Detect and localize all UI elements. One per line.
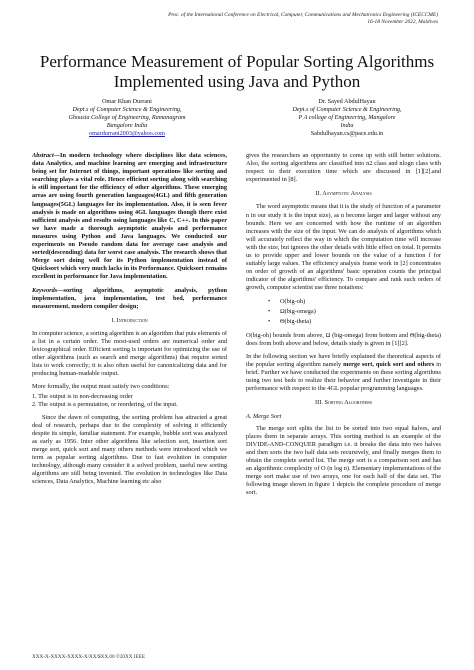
- author-dept: Dept.s of Computer Science & Engineering,: [72, 106, 182, 113]
- conference-header: [108, 12, 438, 26]
- section-heading-asymptotic-analysis: II. Asymptotic Analysis: [315, 190, 372, 198]
- abstract: [32, 152, 227, 282]
- asym-p3-bold: merge sort, quick sort and others: [343, 361, 435, 369]
- notation-item-big-omega: • Ω(big-omega): [280, 308, 441, 316]
- notation-list: [246, 298, 441, 326]
- copyright-footer: XXX-X-XXXX-XXXX-X/XX/$XX.00 ©20XX IEEE: [32, 654, 146, 660]
- left-column: [32, 152, 227, 492]
- notation-item-big-theta: • Θ(big-theta): [280, 318, 441, 326]
- notation-item-big-oh: • O(big-oh): [280, 298, 441, 306]
- section-heading-introduction: I. Introduction: [111, 316, 148, 324]
- intro-condition-2: 2. The output is a permutation, or reordering, of the input.: [32, 400, 178, 408]
- keywords: [32, 287, 227, 311]
- keywords-label: Keywords: [32, 286, 58, 294]
- asymptotic-paragraph-1: The word asymptotic means that it is the study of function of a parameter n in our study it is the input size), as n become larger and larger without any bounds. Here we are concerned with how the runtime of an algorithm increases with the size of the input. We can do analysis of algorithms which will accurately reflect the way in which the computation time will increase with the size, but ignores the other details with little effect on total. It permits us to provide upper and lower bounds on the value of a function f for suitably large values. The efficiency analysis frame work in [2] concentrates on order of growth of an algorithms' basic operation counts the principal indicator of the algorithms' efficiency. To compare and rank such orders of growth, computer scientist use three notations:: [246, 203, 441, 292]
- intro-condition-1: 1. The output is in non-decreasing order: [32, 392, 133, 400]
- author-dept: Dept.s of Computer Science & Engineering,: [292, 106, 402, 113]
- conference-line-1: Proc. of the International Conference on Electrical, Computer, Communications and Mechatronics Engineering (ICECCME): [168, 12, 438, 18]
- author-email: Sabdulhayan.cs@pace.edu.in: [310, 130, 384, 137]
- abstract-label: Abstract: [32, 152, 54, 159]
- asym-p3-end: in brief. Further we have conducted the experiments on these sorting algorithms using two test beds to realize their behavior and further investigate in their performance with respect to the 4GL popular programming languages.: [246, 361, 441, 393]
- author-name: Dr. Sayed AbdulHayan: [318, 98, 376, 105]
- author-name: Omar Khan Durrani: [102, 98, 152, 105]
- asymptotic-paragraph-2: O(big-oh) bounds from above, Ω (big-omega) from bottom and Θ(big-theta) does from both above and below, details study is given in [1][2].: [246, 331, 441, 347]
- paper-title: Performance Measurement of Popular Sorting Algorithms Implemented using Java and Python: [39, 52, 435, 91]
- author-block-2: [252, 98, 442, 138]
- author-block-1: [32, 98, 222, 138]
- author-location: India: [340, 122, 354, 129]
- abstract-text: —In modern technology where disciplines like data sciences, data Analytics, and machine learning are emerging and infrastructure being set for Internet of things, important operations like sorting and searching plays a vital role. Hence efficient sorting along with searching is still important for the efficiency of other algorithms. These emerging areas are using fourth generation languages(4GL) and fifth generation languages(5GL) languages for its implementation. Also, it is seen fever analysis is made on algorithms using 4GL languages though there exist sufficient analysis and results using languages like C, C++. In this paper we have made a thorough asymptotic analysis and performance measures using Python and Java languages. We conducted our experiments on Pseudo random data for average case analysis and sorted(descending) data for worst case analysis. The research shows that Merge sort doing well for its Python implementation instead of Quicksort which very much lacks in its Performance. Quicksort remains excellent in performance for Java implementation.: [32, 152, 227, 281]
- continued-paragraph: gives the researchers an opportunity to come up with still better solutions. Also, the sorting algorithms are classified into n2 class and nlogn class with respect to their execution time which are discussed in [1][2].and experimented in [8].: [246, 152, 441, 184]
- subsection-heading-merge-sort: A. Merge Sort: [246, 412, 282, 420]
- author-location: Bangalore India: [106, 122, 148, 129]
- merge-sort-paragraph: The merge sort splits the list to be sorted into two equal halves, and places them in separate arrays. This sorting method is an example of the DIVIDE-AND-CONQUER paradigm i.e. it breaks the data into two halves and then sorts the two half data sets recursively, and finally merges them to obtain the complete sorted list. The merge sort is a comparison sort and has an algorithmic complexity of O (n log n). Elementary implementations of the merge sort make use of two arrays, one for each half of the data set. The following image shown in figure 1 depicts the complete procedure of merge sort.: [246, 424, 441, 497]
- intro-paragraph-2: More formally, the output must satisfy two conditions:: [32, 383, 170, 391]
- conference-line-2: 16-18 November 2022, Maldives: [367, 19, 438, 25]
- intro-paragraph-1: In computer science, a sorting algorithm is an algorithm that puts elements of a list in a certain order. The most-used orders are numerical order and lexicographical order. Efficient sorting is important for optimizing the use of other algorithms (such as search and merge algorithms) that require sorted lists to work correctly; it is also often useful for canonicalizing data and for producing human-readable output.: [32, 329, 227, 378]
- author-college: Ghousia College of Engineering, Ramanagram: [68, 114, 186, 121]
- asym-p3-start: In the following section we have briefly explained the theoretical aspects of the popular sorting algorithm namely: [246, 352, 441, 369]
- right-column: [246, 152, 441, 502]
- author-email-link[interactable]: omardurrani2003@yahoo.com: [89, 130, 165, 137]
- author-college: P A college of Engineering, Mangalore: [298, 114, 396, 121]
- intro-paragraph-3: Since the dawn of computing, the sorting problem has attracted a great deal of research, perhaps due to the complexity of solving it efficiently despite its simple, familiar statement. For example, bubble sort was analyzed as early as 1956. Inter other algorithms like selection sort, insertion sort merge sort, quick sort and many others methods were introduced which we term as popular sorting algorithms. Due to fast evolution in computer technology, although many consider it a solved problem, useful new sorting algorithms are still being invented. The evolution in technologies like Data sciences, Data Analytics, Machine learning etc also: [32, 413, 227, 486]
- section-heading-sorting-algorithms: III. Sorting Algorithms: [315, 399, 372, 407]
- asymptotic-paragraph-3: [246, 353, 441, 393]
- keywords-text: —sorting algorithms, asymptotic analysis, python implementation, java implementation, test bed, performance measurement, modern compiler design;: [32, 286, 227, 310]
